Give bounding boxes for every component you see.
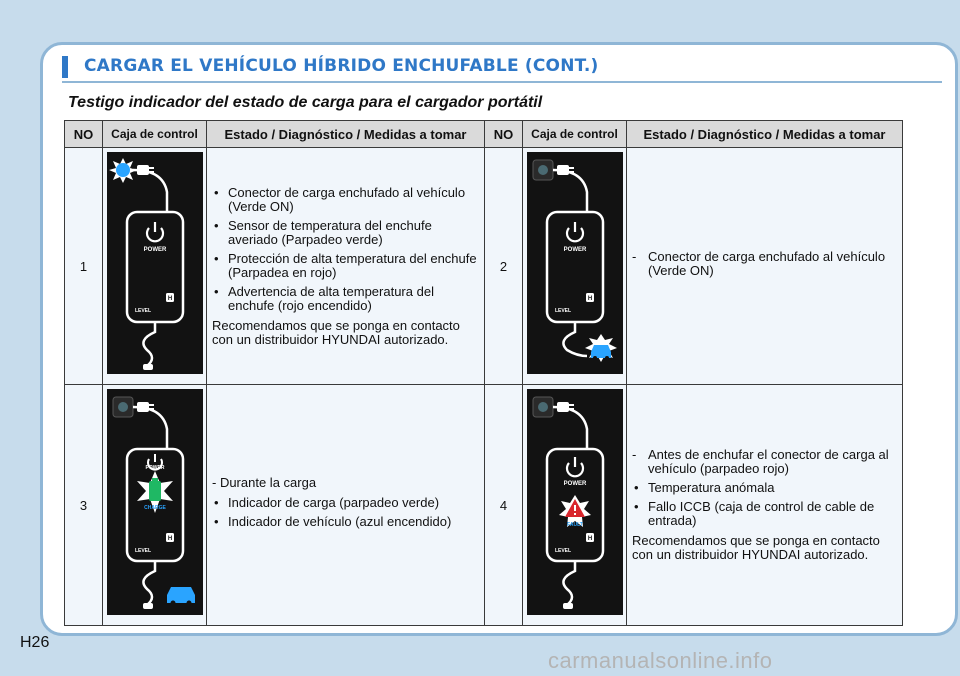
indicator-table (64, 120, 903, 626)
mode-label: H (587, 296, 593, 302)
status-item: • Fallo ICCB (caja de control de cable de entrada) (632, 500, 898, 528)
entry-number: 1 (65, 148, 103, 385)
status-item: • Temperatura anómala (632, 481, 898, 495)
fault-label: FAULT (567, 522, 583, 528)
dealer-note: Recomendamos que se ponga en contacto con un distribuidor HYUNDAI autorizado. (212, 317, 460, 347)
mode-label: H (167, 296, 173, 302)
level-label: LEVEL (554, 308, 572, 314)
column-header-status-2: Estado / Diagnóstico / Medidas a tomar (627, 121, 903, 148)
column-header-control-box-2: Caja de control (523, 121, 627, 148)
status-item: • Indicador de carga (parpadeo verde) (212, 496, 480, 510)
level-label: LEVEL (134, 548, 152, 554)
plug-status-icon (533, 160, 553, 180)
section-title: CARGAR EL VEHÍCULO HÍBRIDO ENCHUFABLE (CONT.) (84, 56, 599, 76)
status-lead: - Durante la carga (212, 475, 317, 490)
power-label: POWER (143, 247, 167, 253)
watermark: carmanualsonline.info (548, 648, 773, 673)
control-box-cell (523, 385, 627, 626)
mode-label: H (167, 536, 173, 542)
status-item: - Antes de enchufar el conector de carga al vehículo (parpadeo rojo) (632, 448, 898, 476)
entry-number: 4 (485, 385, 523, 626)
table-row (65, 385, 903, 626)
status-cell (207, 148, 485, 385)
section-accent-bar (62, 56, 68, 78)
entry-number: 2 (485, 148, 523, 385)
status-item: • Conector de carga enchufado al vehículo (Verde ON) (212, 186, 480, 214)
plug-status-icon (533, 397, 553, 417)
status-item: • Indicador de vehículo (azul encendido) (212, 515, 480, 529)
column-header-control-box: Caja de control (103, 121, 207, 148)
dealer-note: Recomendamos que se ponga en contacto con un distribuidor HYUNDAI autorizado. (632, 533, 880, 562)
car-icon (167, 587, 195, 606)
page-subtitle: Testigo indicador del estado de carga para el cargador portátil (68, 94, 543, 111)
status-item: • Protección de alta temperatura del enchufe (Parpadea en rojo) (212, 252, 480, 280)
control-box-cell (103, 385, 207, 626)
power-label: POWER (563, 247, 587, 253)
plug-status-icon (113, 397, 133, 417)
mode-label: H (587, 536, 593, 542)
column-header-no: NO (65, 121, 103, 148)
status-cell (627, 385, 903, 626)
power-label: POWER (563, 481, 587, 487)
section-divider (62, 81, 942, 83)
status-cell (207, 385, 485, 626)
table-header-row (65, 121, 903, 148)
column-header-no-2: NO (485, 121, 523, 148)
status-cell (627, 148, 903, 385)
power-label: POWER (145, 465, 165, 471)
column-header-status: Estado / Diagnóstico / Medidas a tomar (207, 121, 485, 148)
control-box-illustration (107, 389, 203, 615)
control-box-illustration (527, 152, 623, 374)
status-item: - Conector de carga enchufado al vehículo (Verde ON) (632, 250, 898, 278)
status-item: • Sensor de temperatura del enchufe averiado (Parpadeo verde) (212, 219, 480, 247)
status-item: • Advertencia de alta temperatura del enchufe (rojo encendido) (212, 285, 480, 313)
control-box-cell (103, 148, 207, 385)
control-box-illustration (107, 152, 203, 374)
page-number: H26 (20, 634, 50, 651)
control-box-cell (523, 148, 627, 385)
table-row (65, 148, 903, 385)
charge-label: CHARGE (144, 505, 166, 511)
entry-number: 3 (65, 385, 103, 626)
level-label: LEVEL (554, 548, 572, 554)
control-box-illustration (527, 389, 623, 615)
level-label: LEVEL (134, 308, 152, 314)
